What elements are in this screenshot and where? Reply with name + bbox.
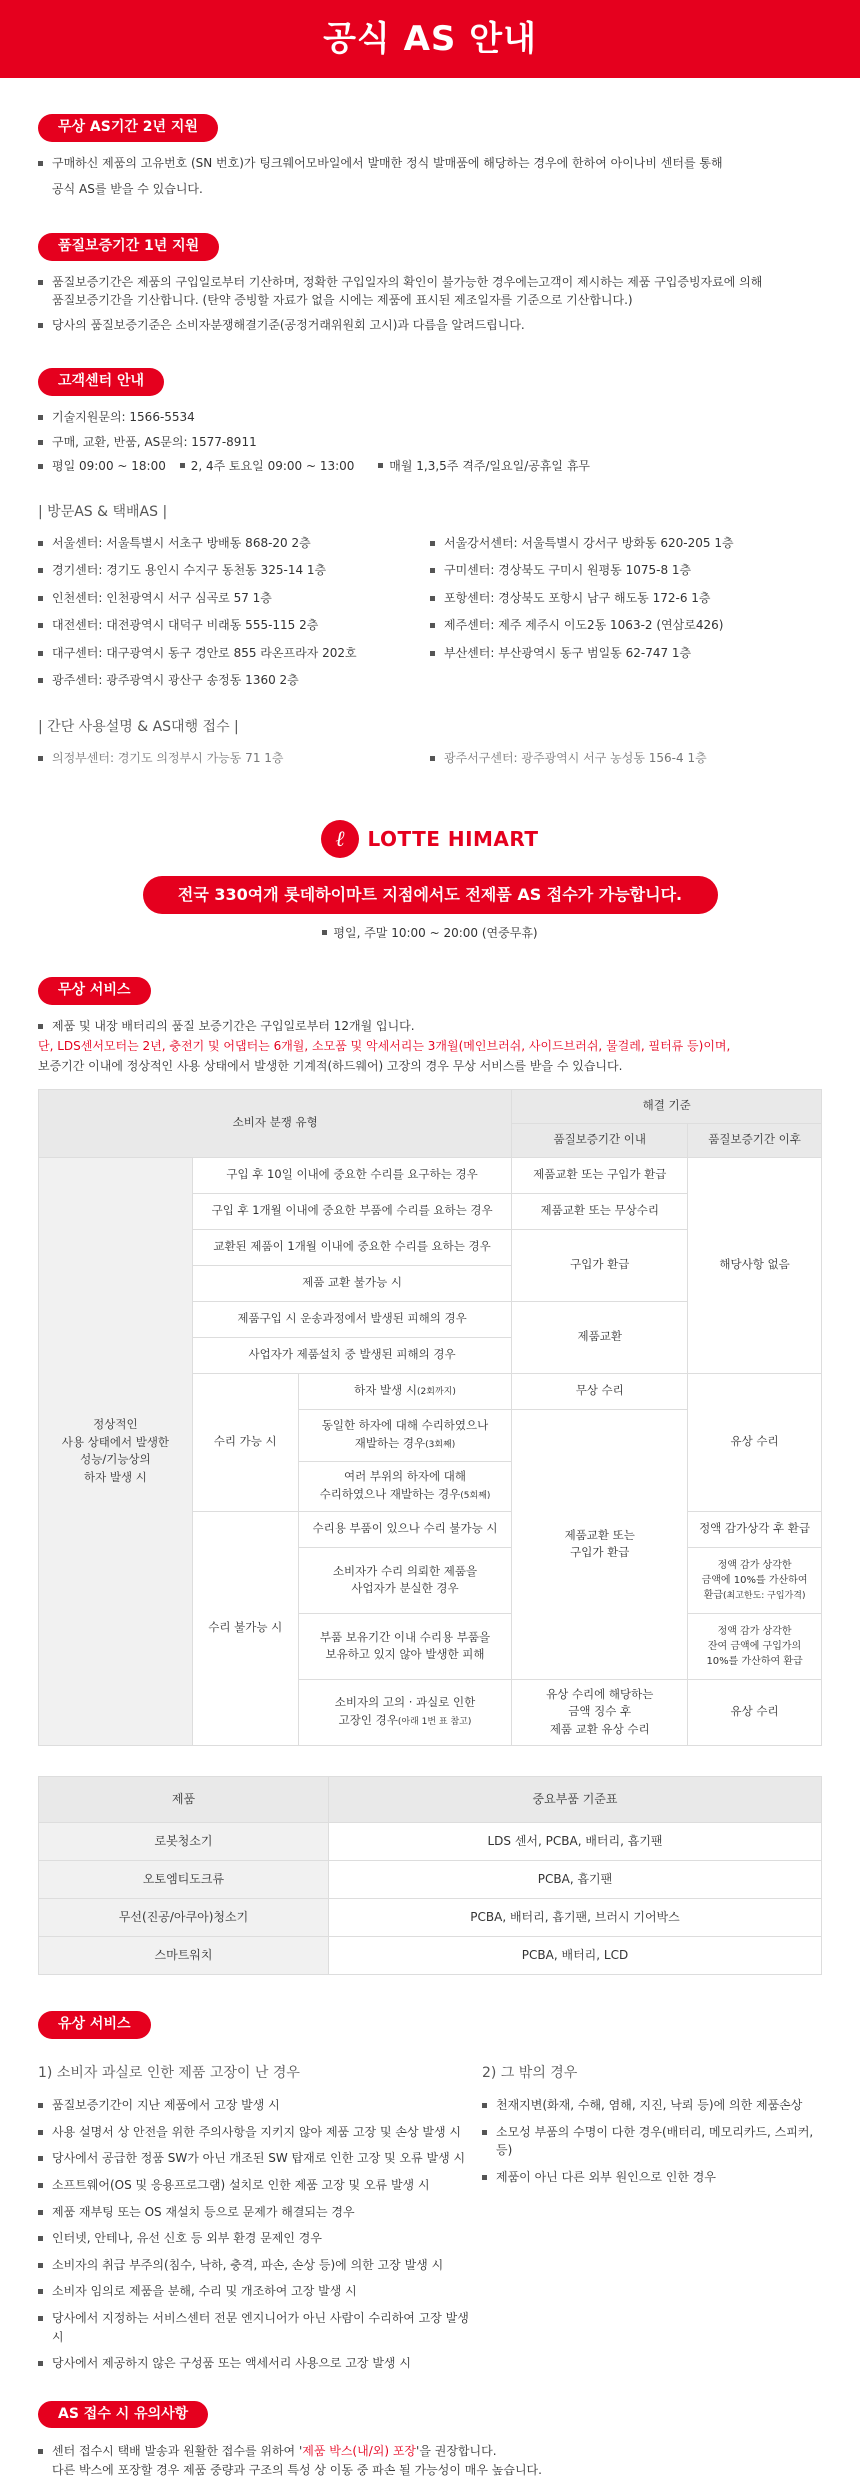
center-item: 서울강서센터: 서울특별시 강서구 방화동 620-205 1층 — [430, 534, 822, 553]
free-period-title: 무상 AS기간 2년 지원 — [38, 114, 218, 142]
list-item: 사용 설명서 상 안전을 위한 주의사항을 지키지 않아 제품 고장 및 손상 발생 시 — [38, 2123, 482, 2142]
business-hours — [38, 457, 822, 476]
row-type — [298, 1373, 512, 1409]
paid-col-consumer — [38, 2063, 482, 2381]
center-item: 서울센터: 서울특별시 서초구 방배동 868-20 2층 — [38, 534, 430, 553]
free-service-section — [38, 977, 822, 1975]
row-type: 부품 보유기간 이내 수리용 부품을 보유하고 있지 않아 발생한 피해 — [298, 1613, 512, 1679]
row-type: 교환된 제품이 1개월 이내에 중요한 수리를 요하는 경우 — [192, 1229, 512, 1265]
notice-highlight: 제품 박스(내/외) 포장 — [302, 2444, 417, 2459]
list-item: 소프트웨어(OS 및 응용프로그램) 설치로 인한 제품 고장 및 오류 발생 시 — [38, 2176, 482, 2195]
notice-text: '을 권장합니다. — [416, 2444, 497, 2459]
hours-closed: 매월 1,3,5주 격주/일요일/공휴일 휴무 — [389, 459, 591, 474]
paid-col2-title: 2) 그 밖의 경우 — [482, 2064, 578, 2081]
lotte-logo-text: LOTTE HIMART — [367, 826, 539, 851]
row-after-text: 정액 감가 상각한 — [717, 1559, 792, 1571]
row-type: 구입 후 1개월 이내에 중요한 부품에 수리를 요하는 경우 — [192, 1193, 512, 1229]
repairable-label: 수리 가능 시 — [192, 1373, 298, 1511]
product-name: 로봇청소기 — [39, 1822, 329, 1860]
row-type-small: (아래 1번 표 참고) — [397, 1717, 472, 1728]
warranty-item: 당사의 품질보증기준은 소비자분쟁해결기준(공정거래위원회 고시)과 다름을 알려드립니다. — [38, 316, 822, 335]
th-product: 제품 — [39, 1776, 329, 1822]
row-type — [298, 1679, 512, 1745]
parts-table — [38, 1776, 822, 1975]
center-item: 경기센터: 경기도 용인시 수지구 동천동 325-14 1층 — [38, 561, 430, 580]
hours-weekday: 평일 09:00 ~ 18:00 — [52, 459, 166, 474]
customer-center-title: 고객센터 안내 — [38, 368, 164, 396]
row-type-text: 동일한 하자에 대해 수리하였으나 — [321, 1418, 489, 1433]
key-parts: PCBA, 배터리, LCD — [329, 1936, 822, 1974]
row-within: 유상 수리에 해당하는 금액 징수 후 제품 교환 유상 수리 — [512, 1679, 688, 1745]
row-type: 제품 교환 불가능 시 — [192, 1265, 512, 1301]
list-item: 소비자 임의로 제품을 분해, 수리 및 개조하여 고장 발생 시 — [38, 2282, 482, 2301]
table-row — [39, 1822, 822, 1860]
table-row — [39, 1898, 822, 1936]
center-item: 제주센터: 제주 제주시 이도2동 1063-2 (연삼로426) — [430, 616, 822, 635]
row-type-text: 하자 발생 시 — [354, 1383, 418, 1398]
row-type: 구입 후 10일 이내에 중요한 수리를 요구하는 경우 — [192, 1157, 512, 1193]
row-after: 유상 수리 — [688, 1679, 822, 1745]
warranty-title: 품질보증기간 1년 지원 — [38, 233, 219, 261]
center-item: 광주서구센터: 광주광역시 서구 농성동 156-4 1층 — [430, 749, 822, 768]
row-after: 정액 감가상각 후 환급 — [688, 1511, 822, 1547]
visit-as-heading: | 방문AS & 택배AS | — [38, 503, 168, 520]
center-item: 인천센터: 인천광역시 서구 심곡로 57 1층 — [38, 589, 430, 608]
header-banner — [0, 0, 860, 78]
row-after-text: 환급 — [703, 1589, 723, 1601]
free-period-line1: 구매하신 제품의 고유번호 (SN 번호)가 팅크웨어모바일에서 발매한 정식 발매품에 해당하는 경우에 한하여 아이나비 센터를 통해 — [52, 155, 723, 170]
warranty-section — [38, 233, 822, 334]
warranty-line2: 품질보증기간을 기산합니다. (탄약 증빙할 자료가 없을 시에는 제품에 표시된 제조일자를 기준으로 기산합니다.) — [52, 293, 633, 308]
key-parts: PCBA, 흡기팬 — [329, 1860, 822, 1898]
th-within-warranty: 품질보증기간 이내 — [512, 1123, 688, 1157]
lotte-hours — [38, 924, 822, 943]
paid-col-other — [482, 2063, 822, 2381]
unrepairable-label: 수리 불가능 시 — [192, 1511, 298, 1745]
center-item: 의정부센터: 경기도 의정부시 가능동 71 1층 — [38, 749, 430, 768]
key-parts: LDS 센서, PCBA, 배터리, 흡기팬 — [329, 1822, 822, 1860]
center-item: 구미센터: 경상북도 구미시 원평동 1075-8 1층 — [430, 561, 822, 580]
notice-item — [38, 2442, 822, 2479]
lotte-himart-logo — [38, 820, 822, 858]
center-item: 광주센터: 광주광역시 광산구 송정동 1360 2층 — [38, 671, 430, 690]
row-after — [688, 1547, 822, 1613]
notice-text: 센터 접수시 택배 발송과 원활한 접수를 위하여 ' — [52, 2444, 303, 2459]
list-item: 제품이 아닌 다른 외부 원인으로 인한 경우 — [482, 2168, 822, 2187]
center-item: 포항센터: 경상북도 포항시 남구 해도동 172-6 1층 — [430, 589, 822, 608]
product-name: 무선(진공/아쿠아)청소기 — [39, 1898, 329, 1936]
row-within: 무상 수리 — [512, 1373, 688, 1409]
center-item: 대구센터: 대구광역시 동구 경안로 855 라온프라자 202호 — [38, 644, 430, 663]
free-service-note3: 보증기간 이내에 정상적인 사용 상태에서 발생한 기계적(하드웨어) 고장의 경우 무상 서비스를 받을 수 있습니다. — [38, 1059, 623, 1074]
free-service-note — [38, 1017, 822, 1036]
table-row — [39, 1860, 822, 1898]
notice-text-line2: 다른 박스에 포장할 경우 제품 중량과 구조의 특성 상 이동 중 파손 될 가능성이 매우 높습니다. — [52, 2463, 542, 2477]
free-period-section — [38, 114, 822, 199]
lotte-banner: 전국 330여개 롯데하이마트 지점에서도 전제품 AS 접수가 가능합니다. — [143, 876, 718, 914]
list-item: 당사에서 지정하는 서비스센터 전문 엔지니어가 아닌 사람이 수리하여 고장 발생 시 — [38, 2309, 482, 2346]
row-type-text: 소비자의 고의 · 과실로 인한 — [334, 1695, 476, 1710]
row-type-text: 수리하였으나 재발하는 경우 — [319, 1487, 461, 1502]
row-type-text: 재발하는 경우 — [354, 1436, 426, 1451]
th-after-warranty: 품질보증기간 이후 — [688, 1123, 822, 1157]
row-type: 제품구입 시 운송과정에서 발생된 피해의 경우 — [192, 1301, 512, 1337]
row-type — [298, 1461, 512, 1511]
table-row — [39, 1936, 822, 1974]
key-parts: PCBA, 배터리, 흡기팬, 브러시 기어박스 — [329, 1898, 822, 1936]
product-name: 스마트워치 — [39, 1936, 329, 1974]
product-name: 오토엠티도크류 — [39, 1860, 329, 1898]
paid-service-title: 유상 서비스 — [38, 2011, 151, 2039]
notice-title: AS 접수 시 유의사항 — [38, 2401, 208, 2429]
th-resolution: 해결 기준 — [512, 1089, 822, 1123]
row-type-small: (3회째) — [425, 1440, 456, 1451]
simple-center-list — [38, 749, 822, 777]
row-type-text: 여러 부위의 하자에 대해 — [343, 1469, 467, 1484]
dispute-table — [38, 1089, 822, 1746]
list-item: 소비자의 취급 부주의(침수, 낙하, 충격, 파손, 손상 등)에 의한 고장 발생 시 — [38, 2256, 482, 2275]
th-dispute-type: 소비자 분쟁 유형 — [39, 1089, 512, 1157]
list-item: 품질보증기간이 지난 제품에서 고장 발생 시 — [38, 2096, 482, 2115]
list-item: 천재지변(화재, 수해, 염해, 지진, 낙뢰 등)에 의한 제품손상 — [482, 2096, 822, 2115]
list-item: 당사에서 제공하지 않은 구성품 또는 액세서리 사용으로 고장 발생 시 — [38, 2354, 482, 2373]
paid-service-section — [38, 2011, 822, 2381]
list-item: 제품 재부팅 또는 OS 재설치 등으로 문제가 해결되는 경우 — [38, 2203, 482, 2222]
hours-saturday: 2, 4주 토요일 09:00 ~ 13:00 — [190, 459, 355, 474]
row-within: 제품교환 — [512, 1301, 688, 1373]
row-type — [298, 1409, 512, 1461]
group-normal-use: 정상적인 사용 상태에서 발생한 성능/기능상의 하자 발생 시 — [39, 1157, 193, 1745]
row-within: 제품교환 또는 구입가 환급 — [512, 1409, 688, 1679]
lotte-logo-mark: ℓ — [321, 820, 359, 858]
row-within: 제품교환 또는 무상수리 — [512, 1193, 688, 1229]
free-service-note2: 단, LDS센서모터는 2년, 충전기 및 어댑터는 6개월, 소모품 및 악세서리는 3개월(메인브러쉬, 사이드브러쉬, 물걸레, 필터류 등)이며, — [38, 1039, 731, 1054]
row-type: 소비자가 수리 의뢰한 제품을 사업자가 분실한 경우 — [298, 1547, 512, 1613]
notice-section — [38, 2401, 822, 2480]
row-after: 정액 감가 상각한 잔여 금액에 구입가의 10%를 가산하여 환급 — [688, 1613, 822, 1679]
tech-support-phone: 기술지원문의: 1566-5534 — [38, 408, 822, 427]
row-after: 유상 수리 — [688, 1373, 822, 1511]
row-type-small: (5회째) — [460, 1491, 491, 1502]
list-item: 인터넷, 안테나, 유선 신호 등 외부 환경 문제인 경우 — [38, 2229, 482, 2248]
row-after-small: (최고한도: 구입가격) — [722, 1590, 806, 1601]
center-item: 부산센터: 부산광역시 동구 범일동 62-747 1층 — [430, 644, 822, 663]
free-service-note1: 제품 및 내장 배터리의 품질 보증기간은 구입일로부터 12개월 입니다. — [52, 1018, 415, 1033]
warranty-line1: 품질보증기간은 제품의 구입일로부터 기산하며, 정확한 구입일자의 확인이 불가능한 경우에는고객이 제시하는 제품 구입증빙자료에 의해 — [52, 274, 763, 289]
th-key-parts: 중요부품 기준표 — [329, 1776, 822, 1822]
warranty-item — [38, 273, 822, 310]
row-within: 제품교환 또는 구입가 환급 — [512, 1157, 688, 1193]
row-type-small: (2회까지) — [417, 1387, 456, 1398]
row-type: 수리용 부품이 있으나 수리 불가능 시 — [298, 1511, 512, 1547]
visit-center-list — [38, 534, 822, 700]
free-period-line2: 공식 AS를 받을 수 있습니다. — [52, 182, 203, 197]
paid-col1-title: 1) 소비자 과실로 인한 제품 고장이 난 경우 — [38, 2064, 300, 2081]
list-item: 소모성 부품의 수명이 다한 경우(배터리, 메모리카드, 스피커, 등) — [482, 2123, 822, 2160]
row-after-text: 금액에 10%를 가산하여 — [701, 1574, 808, 1586]
row-within: 구입가 환급 — [512, 1229, 688, 1301]
page-title: 공식 AS 안내 — [323, 18, 537, 59]
center-item: 대전센터: 대전광역시 대덕구 비래동 555-115 2층 — [38, 616, 430, 635]
lotte-hours-text: 평일, 주말 10:00 ~ 20:00 (연중무휴) — [333, 926, 538, 941]
free-service-title: 무상 서비스 — [38, 977, 151, 1005]
simple-as-heading: | 간단 사용설명 & AS대행 접수 | — [38, 719, 239, 736]
sales-phone: 구매, 교환, 반품, AS문의: 1577-8911 — [38, 433, 822, 452]
list-item: 당사에서 공급한 정품 SW가 아닌 개조된 SW 탑재로 인한 고장 및 오류 발생 시 — [38, 2149, 482, 2168]
row-type-text: 고장인 경우 — [338, 1713, 398, 1728]
row-type: 사업자가 제품설치 중 발생된 피해의 경우 — [192, 1337, 512, 1373]
customer-center-section — [38, 368, 822, 776]
row-after: 해당사항 없음 — [688, 1157, 822, 1373]
free-period-text — [38, 154, 822, 199]
